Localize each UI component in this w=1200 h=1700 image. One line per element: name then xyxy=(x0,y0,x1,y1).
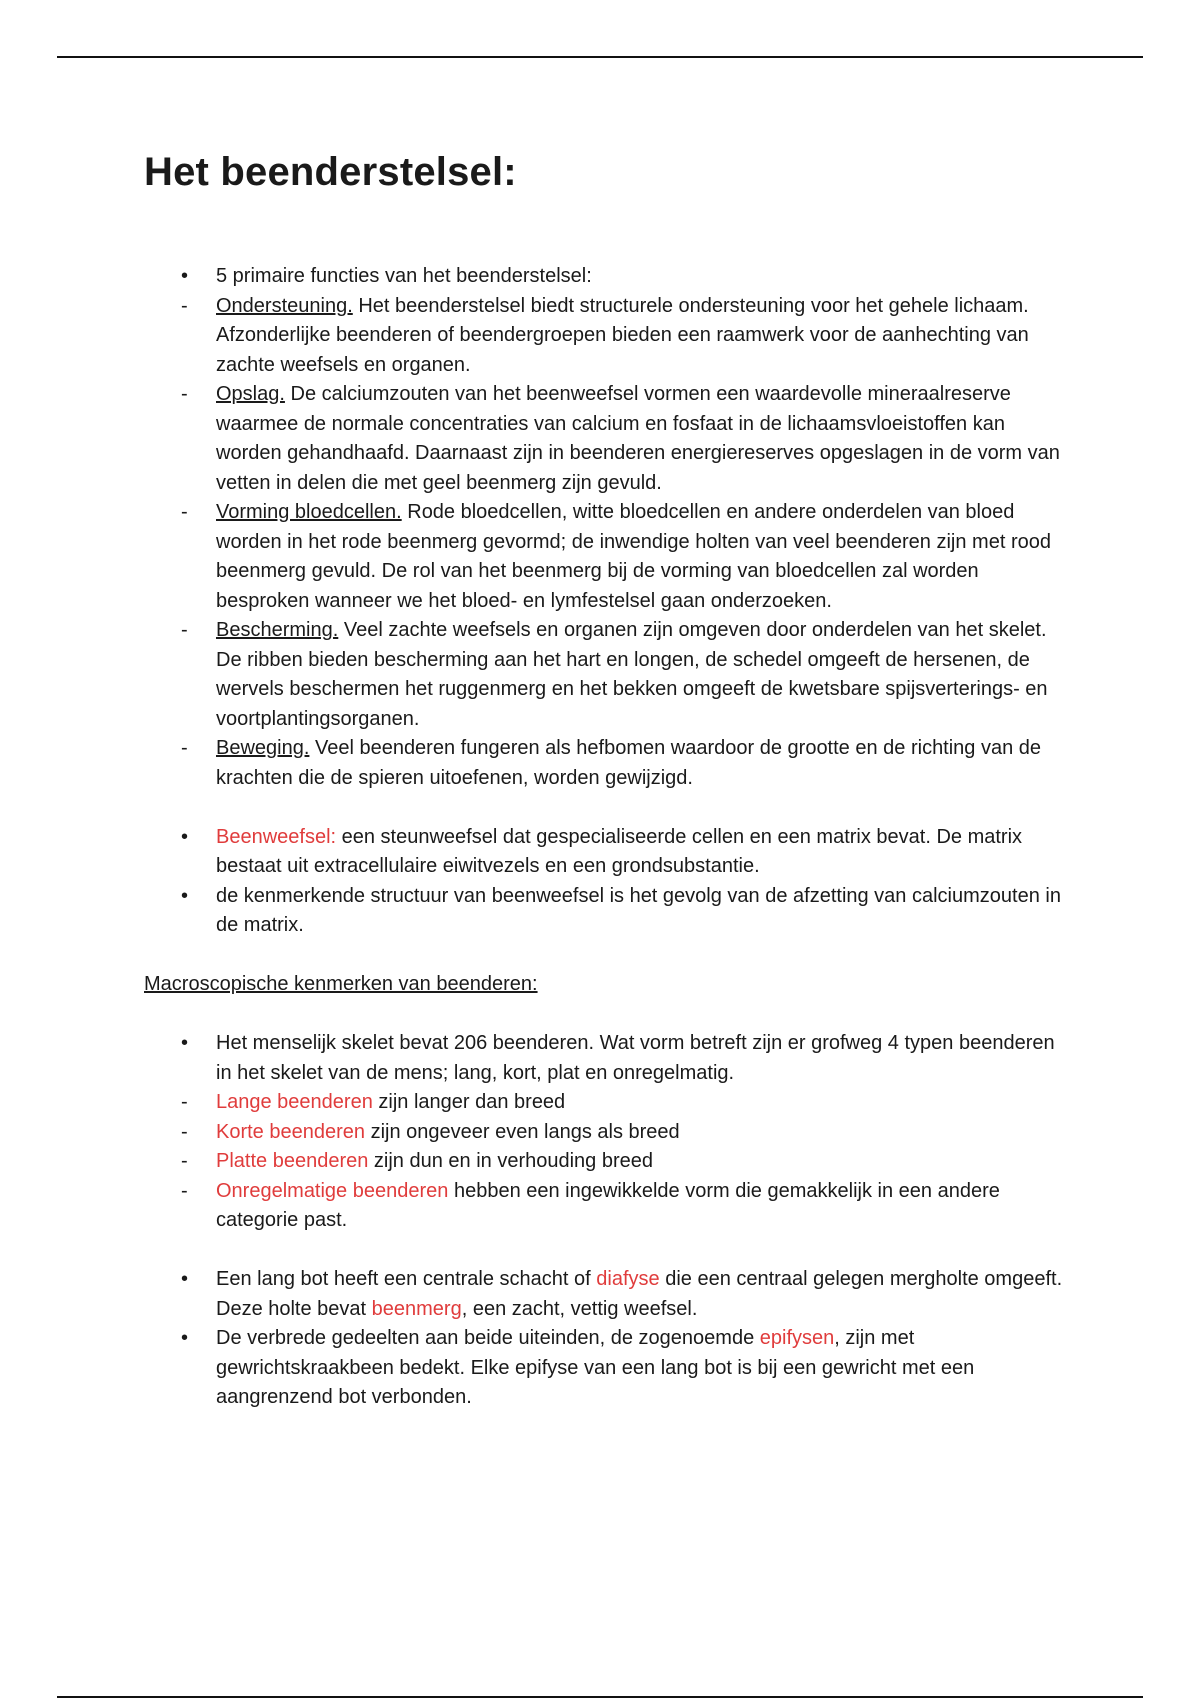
bone-type-term: Onregelmatige beenderen xyxy=(216,1179,449,1202)
spacer xyxy=(144,793,1064,823)
long-bone-text: Een lang bot heeft een centrale schacht of xyxy=(216,1268,597,1290)
bullet-marker: • xyxy=(181,1032,189,1054)
epifysen-term: epifysen xyxy=(759,1327,835,1349)
macro-intro-item xyxy=(144,1029,1064,1088)
bone-structure-text: de kenmerkende structuur van beenweefsel is het gevolg van de afzetting van calciumzouten in de matrix. xyxy=(216,884,1061,936)
bullet-marker: • xyxy=(181,884,189,907)
bone-tissue-term: Beenweefsel: xyxy=(216,825,337,848)
macro-heading: Macroscopische kenmerken van beenderen: xyxy=(144,973,538,995)
functions-intro: 5 primaire functies van het beenderstelsel: xyxy=(216,265,592,287)
function-text: Rode bloedcellen, witte bloedcellen en andere onderdelen van bloed worden in het rode beenmerg gevormd; de inwendige holten van veel beenderen zijn met rood beenmerg gevuld. De rol van het beenmerg bij de vorming van bloedcellen zal worden besproken wanneer we het bloed- en lymfestelsel gaan onderzoeken. xyxy=(216,501,1051,612)
function-term: Opslag. xyxy=(216,383,285,405)
bone-type-long xyxy=(144,1088,1064,1118)
bone-tissue-text: een steunweefsel dat gespecialiseerde cellen en een matrix bevat. De matrix bestaat uit extracellulaire eiwitvezels en een grondsubstantie. xyxy=(216,825,1023,877)
dash-marker: - xyxy=(181,1179,188,1202)
dash-marker: - xyxy=(181,501,188,523)
function-text: Veel zachte weefsels en organen zijn omgeven door onderdelen van het skelet. De ribben bieden bescherming aan het hart en longen, de schedel omgeeft de hersenen, de wervels beschermen het ruggenmerg en het bekken omgeeft de kwetsbare spijsverterings- en voortplantingsorganen. xyxy=(216,619,1048,730)
bullet-marker: • xyxy=(181,265,189,287)
long-bone-item-1 xyxy=(144,1265,1064,1324)
macro-intro: Het menselijk skelet bevat 206 beenderen. Wat vorm betreft zijn er grofweg 4 typen beenderen in het skelet van de mens; lang, kort, plat en onregelmatig. xyxy=(216,1032,1055,1084)
dash-marker: - xyxy=(181,383,188,405)
function-text: Het beenderstelsel biedt structurele ondersteuning voor het gehele lichaam. Afzonderlijke beenderen of beendergroepen bieden een raamwerk voor de aanhechting van zachte weefsels en organen. xyxy=(216,294,1029,376)
function-text: De calciumzouten van het beenweefsel vormen een waardevolle mineraalreserve waarmee de normale concentraties van calcium en fosfaat in de lichaamsvloeistoffen kan worden gehandhaafd. Daarnaast zijn in beenderen energiereserves opgeslagen in de vorm van vetten in delen die met geel beenmerg zijn gevuld. xyxy=(216,383,1060,494)
bullet-marker: • xyxy=(181,1327,189,1349)
dash-marker: - xyxy=(181,619,188,641)
function-item-blood-cells xyxy=(144,498,1064,616)
page-title: Het beenderstelsel: xyxy=(144,150,517,194)
bone-type-term: Lange beenderen xyxy=(216,1091,373,1113)
spacer xyxy=(144,1236,1064,1266)
bottom-rule xyxy=(57,1696,1143,1698)
epifyse-text: , zijn met gewrichtskraakbeen bedekt. Elke epifyse van een lang bot is bij een gewricht met een aangrenzend bot verbonden. xyxy=(216,1327,975,1408)
dash-marker: - xyxy=(181,737,188,759)
bone-type-term: Platte beenderen xyxy=(216,1150,369,1172)
bone-type-text: hebben een ingewikkelde vorm die gemakkelijk in een andere categorie past. xyxy=(216,1179,1000,1231)
function-term: Beweging. xyxy=(216,737,310,759)
bone-type-flat xyxy=(144,1147,1064,1177)
function-item-movement xyxy=(144,734,1064,793)
dash-marker: - xyxy=(181,294,188,317)
long-bone-text: die een centraal gelegen mergholte omgeeft. Deze holte bevat xyxy=(216,1268,1063,1320)
document-body xyxy=(144,262,1064,1413)
dash-marker: - xyxy=(181,1120,188,1143)
function-item-support xyxy=(144,292,1064,381)
long-bone-item-2 xyxy=(144,1324,1064,1413)
function-term: Vorming bloedcellen. xyxy=(216,501,402,523)
bone-structure-item xyxy=(144,882,1064,941)
bone-type-irregular xyxy=(144,1177,1064,1236)
long-bone-text: , een zacht, vettig weefsel. xyxy=(461,1297,698,1320)
spacer xyxy=(144,1000,1064,1030)
bone-tissue-item xyxy=(144,823,1064,882)
bullet-marker: • xyxy=(181,1268,189,1290)
beenmerg-term: beenmerg xyxy=(371,1297,462,1320)
function-item-protection xyxy=(144,616,1064,734)
dash-marker: - xyxy=(181,1091,188,1113)
functions-intro-item xyxy=(144,262,1064,292)
bone-type-text: zijn ongeveer even langs als breed xyxy=(365,1120,680,1143)
bone-type-text: zijn langer dan breed xyxy=(372,1091,566,1113)
function-text: Veel beenderen fungeren als hefbomen waardoor de grootte en de richting van de krachten die de spieren uitoefenen, worden gewijzigd. xyxy=(216,737,1042,789)
bone-type-short xyxy=(144,1118,1064,1148)
bullet-marker: • xyxy=(181,825,189,848)
diafyse-term: diafyse xyxy=(596,1268,660,1290)
bone-type-term: Korte beenderen xyxy=(216,1120,366,1143)
top-rule xyxy=(57,56,1143,58)
dash-marker: - xyxy=(181,1150,188,1172)
bone-type-text: zijn dun en in verhouding breed xyxy=(368,1150,653,1172)
function-item-storage xyxy=(144,380,1064,498)
epifyse-text: De verbrede gedeelten aan beide uiteinden, de zogenoemde xyxy=(216,1327,760,1349)
spacer xyxy=(144,941,1064,971)
function-term: Ondersteuning. xyxy=(216,294,353,317)
function-term: Bescherming. xyxy=(216,619,339,641)
